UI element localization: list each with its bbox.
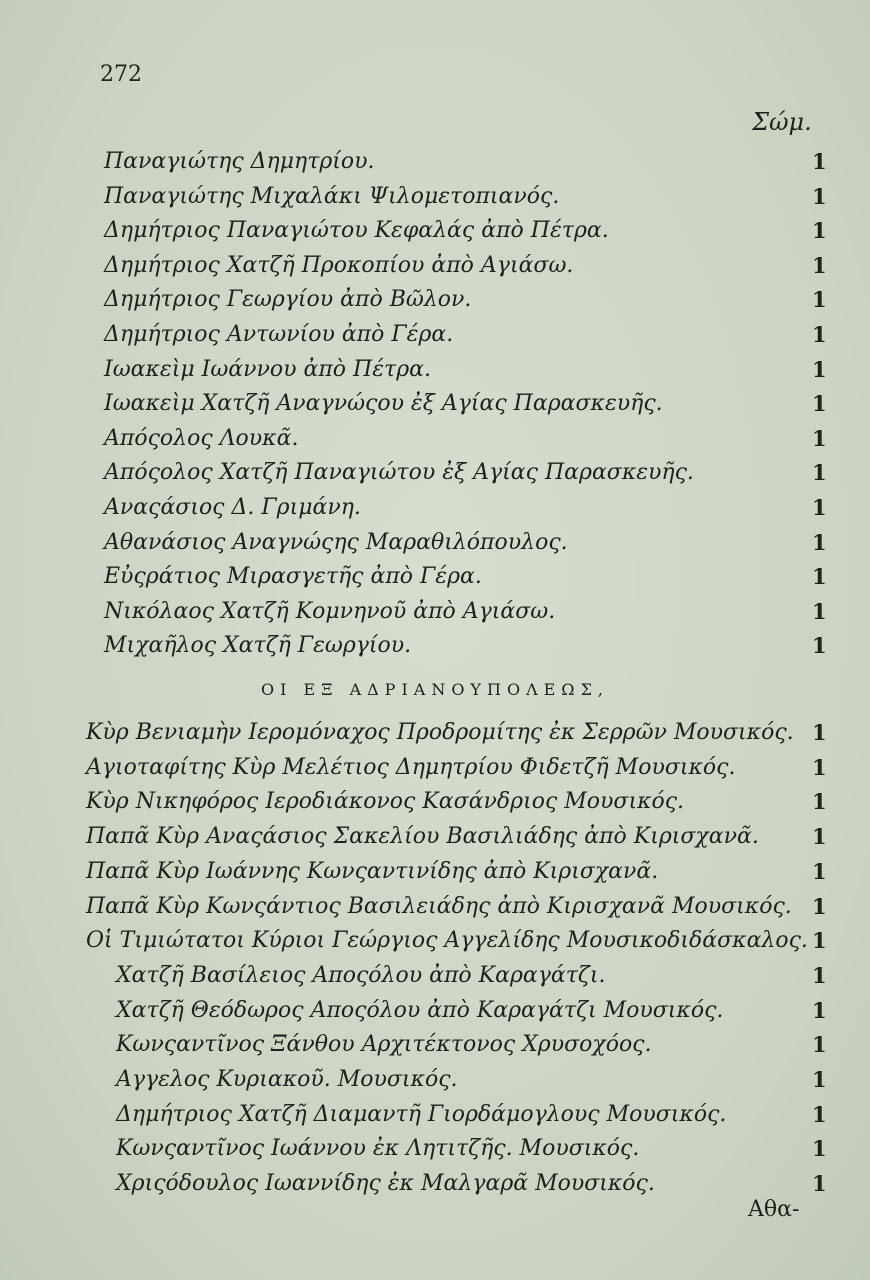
page-number: 272: [100, 62, 142, 87]
list-item: [0, 248, 870, 284]
subscriber-name: Κωνςαντῖνος Ιωάννου ἐκ Λητιτζῆς. Μουσικός.: [116, 1136, 640, 1162]
copies-count: 1: [812, 928, 827, 954]
copies-count: 1: [812, 1032, 827, 1058]
section-title: ΟΙ ΕΞ ΑΔΡΙΑΝΟΥΠΟΛΕΩΣ,: [261, 680, 609, 699]
subscriber-name: Δημήτριος Παναγιώτου Κεφαλάς ἀπὸ Πέτρα.: [104, 218, 609, 244]
list-item: [0, 144, 870, 180]
subscriber-name: Παναγιώτης Δημητρίου.: [104, 149, 375, 174]
copies-count: 1: [812, 425, 827, 451]
copies-count: 1: [812, 720, 827, 745]
subscriber-name: Παπᾶ Κὺρ Κωνςάντιος Βασιλειάδης ἀπὸ Κιρισχανᾶ Μουσικός.: [86, 893, 792, 919]
copies-count: 1: [812, 356, 827, 382]
list-item: [0, 784, 870, 820]
list-item: [0, 455, 870, 491]
column-header: Σώμ.: [752, 108, 812, 136]
list-item: [0, 958, 870, 994]
subscriber-name: Αθανάσιος Αναγνώςης Μαραθιλόπουλος.: [104, 529, 568, 555]
copies-count: 1: [812, 1136, 827, 1162]
subscriber-name: Δημήτριος Χατζῆ Προκοπίου ἀπὸ Αγιάσω.: [104, 252, 574, 278]
list-item: [0, 386, 870, 422]
copies-count: 1: [812, 564, 827, 590]
copies-count: 1: [812, 824, 827, 850]
copies-count: 1: [812, 183, 827, 209]
copies-count: 1: [812, 598, 827, 624]
subscriber-name: Απόςολος Λουκᾶ.: [104, 425, 299, 451]
list-item: [0, 715, 870, 751]
copies-count: 1: [812, 495, 827, 520]
list-item: [0, 819, 870, 855]
subscriber-name: Ιωακεὶμ Ιωάννου ἀπὸ Πέτρα.: [104, 356, 431, 382]
subscriber-name: Παναγιώτης Μιχαλάκι Ψιλομετοπιανός.: [104, 183, 560, 209]
list-item: [0, 854, 870, 890]
list-item: [0, 628, 870, 664]
subscriber-name: Παπᾶ Κὺρ Ιωάννης Κωνςαντινίδης ἀπὸ Κιρισχανᾶ.: [86, 858, 659, 884]
list-item: [0, 559, 870, 595]
list-item: [0, 525, 870, 561]
subscriber-name: Αγιοταφίτης Κὺρ Μελέτιος Δημητρίου Φιδετζῆ Μουσικός.: [86, 754, 736, 780]
subscriber-name: Αγγελος Κυριακοῦ. Μουσικός.: [116, 1067, 458, 1092]
subscriber-name: Δημήτριος Γεωργίου ἀπὸ Βῶλον.: [104, 287, 472, 313]
subscriber-name: Μιχαῆλος Χατζῆ Γεωργίου.: [104, 633, 412, 659]
copies-count: 1: [812, 1171, 827, 1197]
subscriber-name: Χατζῆ Θεόδωρος Αποςόλου ἀπὸ Καραγάτζι Μουσικός.: [116, 997, 724, 1023]
copies-count: 1: [812, 1067, 827, 1092]
copies-count: 1: [812, 391, 827, 417]
copies-count: 1: [812, 962, 827, 988]
list-item: [0, 1097, 870, 1133]
subscriber-name: Ιωακεὶμ Χατζῆ Αναγνώςου ἐξ Αγίας Παρασκευῆς.: [104, 391, 663, 417]
copies-count: 1: [812, 858, 827, 884]
subscriber-name: Κὺρ Βενιαμὴν Ιερομόναχος Προδρομίτης ἐκ Σερρῶν Μουσικός.: [86, 720, 794, 745]
catchword: Αθα-: [748, 1197, 800, 1222]
subscriber-name: Δημήτριος Χατζῆ Διαμαντῆ Γιορδάμογλους Μουσικός.: [116, 1101, 727, 1127]
subscriber-name: Εὐςράτιος Μιρασγετῆς ἀπὸ Γέρα.: [104, 564, 482, 590]
subscriber-name: Κὺρ Νικηφόρος Ιεροδιάκονος Κασάνδριος Μουσικός.: [86, 789, 685, 815]
copies-count: 1: [812, 322, 827, 347]
list-item: [0, 352, 870, 388]
copies-count: 1: [812, 1101, 827, 1127]
copies-count: 1: [812, 149, 827, 174]
copies-count: 1: [812, 287, 827, 313]
copies-count: 1: [812, 529, 827, 555]
subscriber-name: Χριςόδουλος Ιωαννίδης ἐκ Μαλγαρᾶ Μουσικός.: [116, 1171, 655, 1197]
list-item: [0, 889, 870, 925]
copies-count: 1: [812, 252, 827, 278]
subscriber-name: Δημήτριος Αντωνίου ἀπὸ Γέρα.: [104, 322, 454, 347]
copies-count: 1: [812, 460, 827, 486]
subscriber-name: Νικόλαος Χατζῆ Κομνηνοῦ ἀπὸ Αγιάσω.: [104, 598, 556, 624]
copies-count: 1: [812, 218, 827, 244]
list-item: [0, 1131, 870, 1167]
copies-count: 1: [812, 893, 827, 919]
list-item: [0, 993, 870, 1029]
list-item: [0, 317, 870, 353]
copies-count: 1: [812, 633, 827, 659]
subscriber-name: Κωνςαντῖνος Ξάνθου Αρχιτέκτονος Χρυσοχόος.: [116, 1032, 652, 1058]
copies-count: 1: [812, 997, 827, 1023]
subscriber-name: Παπᾶ Κὺρ Αναςάσιος Σακελίου Βασιλιάδης ἀπὸ Κιρισχανᾶ.: [86, 824, 759, 850]
list-item: [0, 490, 870, 526]
list-item: [0, 1166, 870, 1202]
copies-count: 1: [812, 754, 827, 780]
subscriber-name: Οἱ Τιμιώτατοι Κύριοι Γεώργιος Αγγελίδης Μουσικοδιδάσκαλος.: [86, 928, 808, 954]
list-item: [0, 421, 870, 457]
list-item: [0, 179, 870, 215]
list-item: [0, 1062, 870, 1098]
list-item: [0, 594, 870, 630]
list-item: [0, 750, 870, 786]
list-item: [0, 1027, 870, 1063]
list-item: [0, 282, 870, 318]
list-item: [0, 923, 870, 959]
list-item: [0, 213, 870, 249]
subscriber-name: Χατζῆ Βασίλειος Αποςόλου ἀπὸ Καραγάτζι.: [116, 962, 606, 988]
subscriber-name: Απόςολος Χατζῆ Παναγιώτου ἐξ Αγίας Παρασκευῆς.: [104, 460, 694, 486]
subscriber-name: Αναςάσιος Δ. Γριμάνη.: [104, 495, 361, 520]
copies-count: 1: [812, 789, 827, 815]
